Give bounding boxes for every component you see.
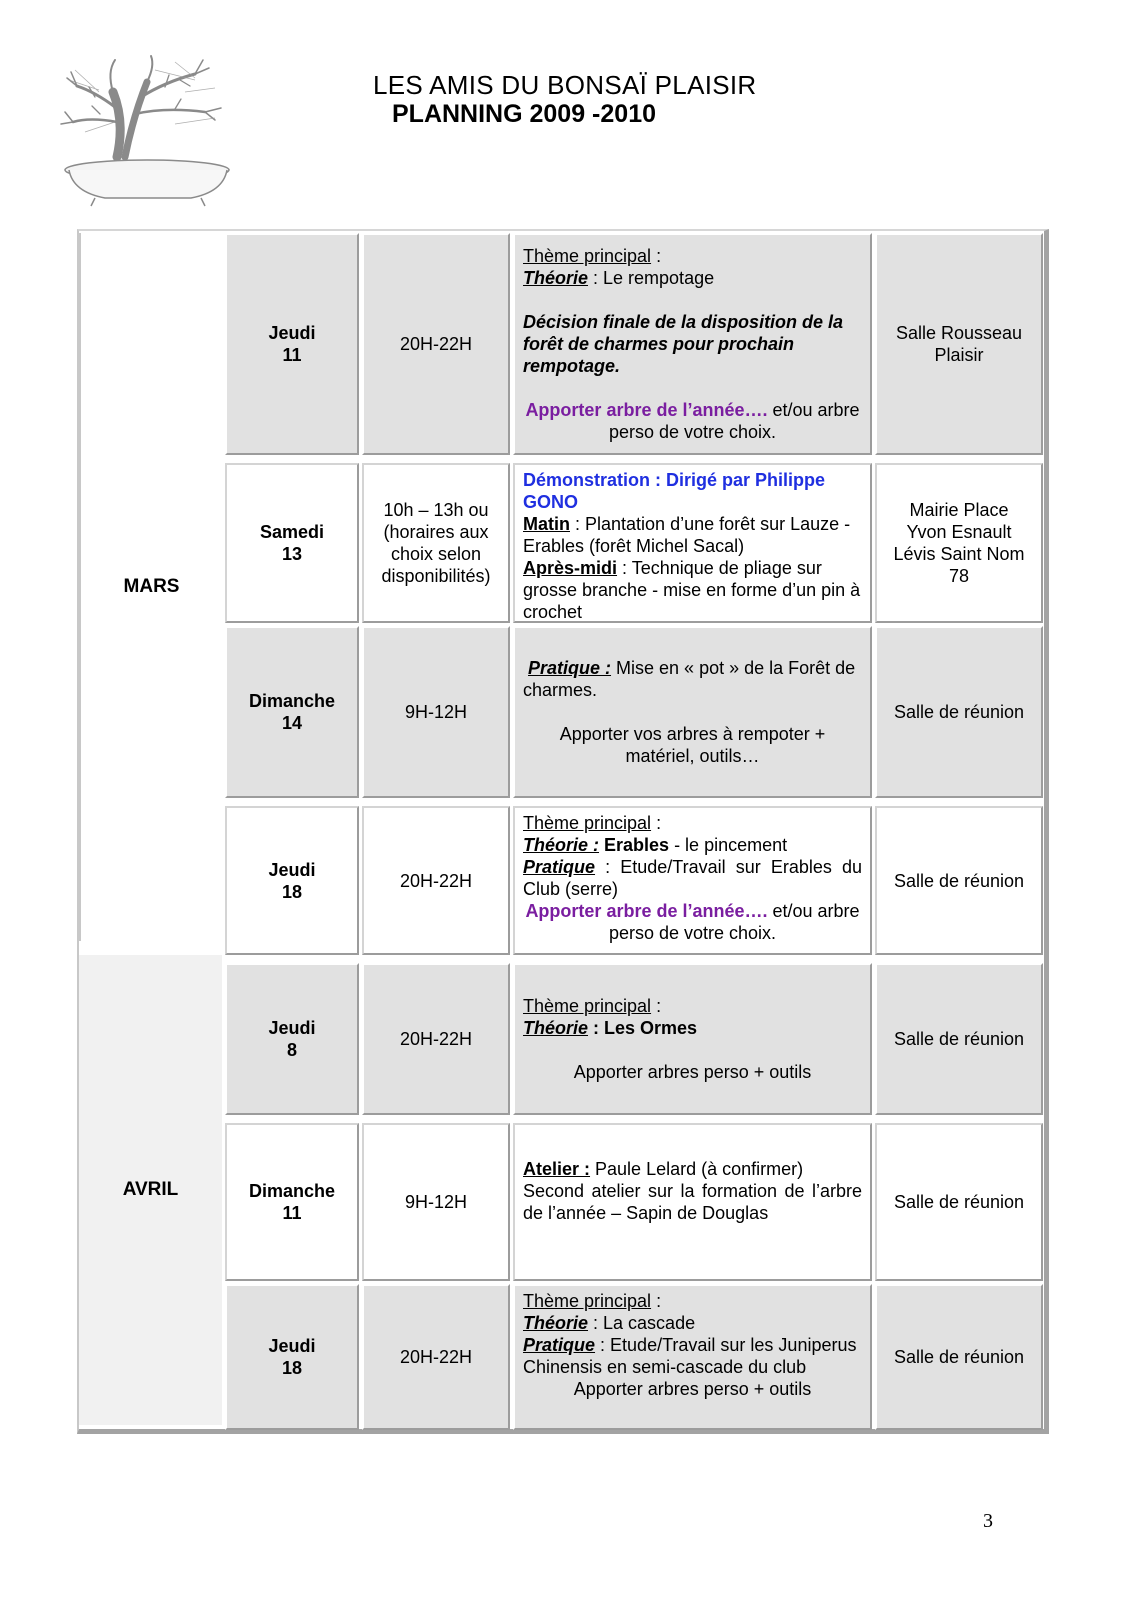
- day-cell: [225, 233, 359, 455]
- month-label: MARS: [123, 576, 180, 597]
- theme-sep: :: [651, 1291, 662, 1311]
- theme-sep: :: [651, 996, 662, 1016]
- apres-midi-label: Après-midi: [523, 558, 618, 578]
- time-text: 10h – 13h ou (horaires aux choix selon disponibilités): [381, 500, 491, 586]
- apporter-bold: Apporter arbre de l’année….: [525, 400, 768, 420]
- theorie-label: Théorie: [523, 1313, 589, 1333]
- location-text: Mairie Place Yvon Esnault Lévis Saint Nom 78: [893, 500, 1025, 586]
- theorie-text: - le pincement: [669, 835, 788, 855]
- theme-sep: :: [651, 246, 662, 266]
- location-cell: [875, 806, 1043, 955]
- day-date: 18: [281, 1358, 303, 1378]
- theorie-label: Théorie: [523, 1018, 589, 1038]
- month-label: AVRIL: [122, 1179, 179, 1200]
- theorie-label: Théorie :: [523, 835, 600, 855]
- time-text: 20H-22H: [399, 870, 473, 891]
- location-cell: [875, 1123, 1043, 1281]
- day-cell: [225, 626, 359, 798]
- day-name: Jeudi: [268, 1018, 316, 1038]
- day-cell: [225, 963, 359, 1115]
- planning-title: PLANNING 2009 -2010: [392, 100, 657, 128]
- theorie-bold: : Les Ormes: [588, 1018, 698, 1038]
- pratique-text: Mise en « pot » de la Forêt de charmes.: [523, 658, 856, 700]
- day-cell: [225, 463, 359, 623]
- day-name: Jeudi: [268, 859, 316, 880]
- demo-text: Démonstration : Dirigé par Philippe GONO: [523, 470, 826, 512]
- location-cell: [875, 626, 1043, 798]
- apporter-rest: et/ou arbre perso de votre choix.: [608, 901, 860, 943]
- month-cell-mars: [79, 233, 222, 941]
- page-number: 3: [983, 1510, 993, 1532]
- location-cell: [875, 233, 1043, 455]
- location-text: Salle de réunion: [893, 1347, 1025, 1367]
- time-text: 9H-12H: [404, 702, 468, 722]
- theorie-label: Théorie: [523, 268, 589, 288]
- day-date: 13: [281, 544, 303, 564]
- apres-midi-text: : Technique de pliage sur grosse branche - mise en forme d’un pin à crochet: [523, 558, 861, 622]
- time-cell: [362, 806, 510, 955]
- apporter-text: Apporter arbres perso + outils: [573, 1062, 812, 1082]
- pratique-label: Pratique :: [528, 658, 612, 678]
- time-cell: [362, 233, 510, 455]
- theme-label: Thème principal: [523, 246, 652, 266]
- theorie-bold: Erables: [599, 835, 670, 855]
- day-name: Jeudi: [268, 323, 316, 343]
- day-date: 14: [281, 713, 303, 733]
- description-cell: [513, 626, 872, 798]
- apporter-text: Apporter arbres perso + outils: [573, 1379, 812, 1399]
- apporter-text: Apporter vos arbres à rempoter + matériel, outils…: [559, 724, 826, 766]
- location-cell: [875, 463, 1043, 623]
- time-cell: [362, 463, 510, 623]
- time-cell: [362, 1123, 510, 1281]
- decision-text: Décision finale de la disposition de la forêt de charmes pour prochain rempotage.: [523, 312, 844, 376]
- day-name: Dimanche: [248, 1181, 336, 1201]
- description-cell: [513, 233, 872, 455]
- atelier-text: Paule Lelard (à confirmer): [590, 1159, 804, 1179]
- day-cell: [225, 1284, 359, 1430]
- time-cell: [362, 1284, 510, 1430]
- day-cell: [225, 1123, 359, 1281]
- theorie-text: : La cascade: [588, 1313, 696, 1333]
- location-text: Salle de réunion: [893, 870, 1025, 891]
- description-cell: [513, 463, 872, 623]
- atelier-description: Second atelier sur la formation de l’arbre de l’année – Sapin de Douglas: [523, 1181, 862, 1223]
- atelier-label: Atelier :: [523, 1159, 591, 1179]
- description-cell: [513, 963, 872, 1115]
- location-text: Salle de réunion: [893, 1029, 1025, 1049]
- day-date: 11: [282, 1203, 302, 1223]
- pratique-text: : Etude/Travail sur Erables du Club (serre): [523, 857, 862, 899]
- time-text: 20H-22H: [399, 1347, 473, 1367]
- theorie-text: : Le rempotage: [588, 268, 715, 288]
- theme-sep: :: [651, 813, 662, 833]
- day-date: 8: [286, 1040, 297, 1060]
- theme-label: Thème principal: [523, 813, 652, 833]
- day-name: Jeudi: [268, 1336, 316, 1356]
- bonsai-tree-logo-icon: [55, 52, 245, 207]
- matin-text: : Plantation d’une forêt sur Lauze - Erables (forêt Michel Sacal): [523, 514, 851, 556]
- pratique-label: Pratique: [523, 1335, 596, 1355]
- theme-label: Thème principal: [523, 996, 652, 1016]
- month-cell-avril: [79, 955, 222, 1425]
- time-text: 9H-12H: [404, 1192, 468, 1212]
- pratique-label: Pratique: [523, 857, 596, 877]
- day-name: Samedi: [259, 522, 325, 542]
- description-cell: [513, 1123, 872, 1281]
- matin-label: Matin: [523, 514, 570, 534]
- pratique-text: : Etude/Travail sur les Juniperus Chinensis en semi-cascade du club: [523, 1335, 857, 1377]
- location-text: Salle Rousseau Plaisir: [895, 323, 1023, 365]
- day-date: 18: [281, 881, 303, 902]
- location-text: Salle de réunion: [893, 1192, 1025, 1212]
- location-cell: [875, 1284, 1043, 1430]
- day-date: 11: [282, 345, 302, 365]
- time-cell: [362, 626, 510, 798]
- location-cell: [875, 963, 1043, 1115]
- description-cell: [513, 806, 872, 955]
- description-cell: [513, 1284, 872, 1430]
- time-text: 20H-22H: [399, 334, 473, 354]
- day-name: Dimanche: [248, 691, 336, 711]
- theme-label: Thème principal: [523, 1291, 652, 1311]
- location-text: Salle de réunion: [893, 702, 1025, 722]
- apporter-rest: et/ou arbre perso de votre choix.: [608, 400, 860, 442]
- day-cell: [225, 806, 359, 955]
- time-text: 20H-22H: [399, 1029, 473, 1049]
- apporter-bold: Apporter arbre de l’année….: [525, 901, 768, 921]
- time-cell: [362, 963, 510, 1115]
- club-title: LES AMIS DU BONSAÏ PLAISIR: [373, 70, 757, 100]
